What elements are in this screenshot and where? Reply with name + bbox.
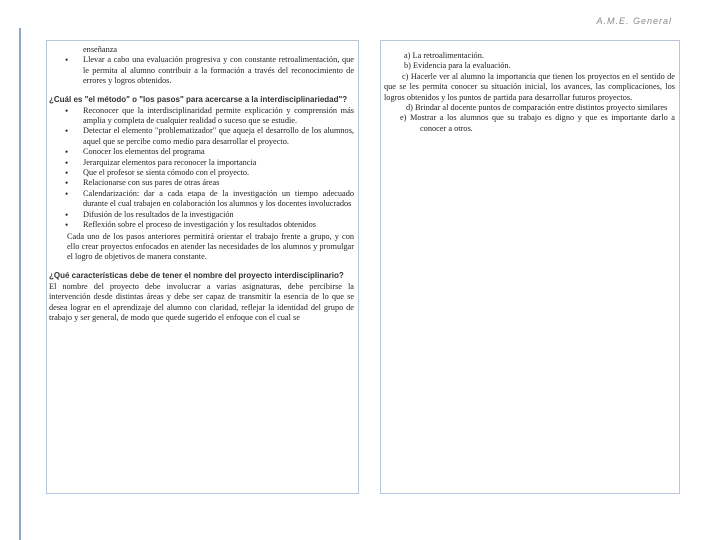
list-item-c: c) Hacerle ver al alumno la importancia que tienen los proyectos en el sentido de que se les permita conocer su situación inicial, los avances, las complicaciones, los logros obtenidos y los puntos de partida para desarrollar futuros proyectos. — [384, 71, 675, 102]
left-text-panel — [46, 40, 359, 494]
method-paragraph: Cada uno de los pasos anteriores permitirá orientar el trabajo frente a grupo, y con ello crear proyectos enfocados en atender las necesidades de los alumnos y promulgar el logro de objetivos de manera constante. — [67, 231, 354, 262]
list-item: • Relacionarse con sus pares de otras áreas — [49, 178, 354, 188]
list-item-a: a) La retroalimentación. — [404, 51, 484, 60]
list-item: • Llevar a cabo una evaluación progresiva y con constante retroalimentación, que le permita al alumno contribuir a la formación a través del reconocimiento de errores y logros obtenidos. — [49, 55, 354, 86]
list-item: • Reconocer que la interdisciplinaridad permite explicación y comprensión más amplia y completa de cualquier realidad o suceso que se estudie. — [49, 106, 354, 127]
list-item: • Detectar el elemento "problematizador" que aqueja el desarrollo de los alumnos, aquel que se percibe como medio para desarrollar el proyecto. — [49, 126, 354, 147]
header-title: A.M.E. General — [596, 16, 672, 26]
method-steps-list — [49, 106, 354, 263]
list-item: • Reflexión sobre el proceso de investigación y los resultados obtenidos — [49, 220, 354, 230]
list-item: • Jerarquizar elementos para reconocer la importancia — [49, 158, 354, 168]
list-item: • Difusión de los resultados de la investigación — [49, 210, 354, 220]
list-item-b: b) Evidencia para la evaluación. — [404, 61, 511, 71]
question-method-heading: ¿Cuál es "el método" o "los pasos" para acercarse a la interdisciplinariedad"? — [49, 94, 348, 104]
left-accent-rule — [19, 28, 21, 540]
list-item: • Que el profesor se sienta cómodo con el proyecto. — [49, 168, 354, 178]
name-paragraph: El nombre del proyecto debe involucrar a varias asignaturas, debe percibirse la intervención desde distintas áreas y debe ser capaz de transmitir la esencia de lo que se desea lograr en el aprendizaje del alumno con claridad, reflejar la identidad del grupo de trabajo y ser general, de modo que quede sugerido el enfoque con el cual se — [49, 281, 354, 322]
list-item-e: e) Mostrar a los alumnos que su trabajo es digno y que es importante darlo a conocer a otros. — [400, 113, 675, 133]
list-item: enseñanza — [83, 45, 118, 54]
list-item-d: d) Brindar al docente puntos de comparación entre distintos proyecto similares — [406, 103, 668, 113]
list-item: • Conocer los elementos del programa — [49, 147, 354, 157]
question-name-heading: ¿Qué características debe de tener el nombre del proyecto interdisciplinario? — [49, 270, 344, 280]
list-item: • Calendarización: dar a cada etapa de la investigación un tiempo adecuado durante el cual trabajen en colaboración los alumnos y los docentes involucrados — [49, 189, 354, 210]
intro-list — [49, 45, 354, 87]
right-text-panel — [380, 40, 680, 494]
